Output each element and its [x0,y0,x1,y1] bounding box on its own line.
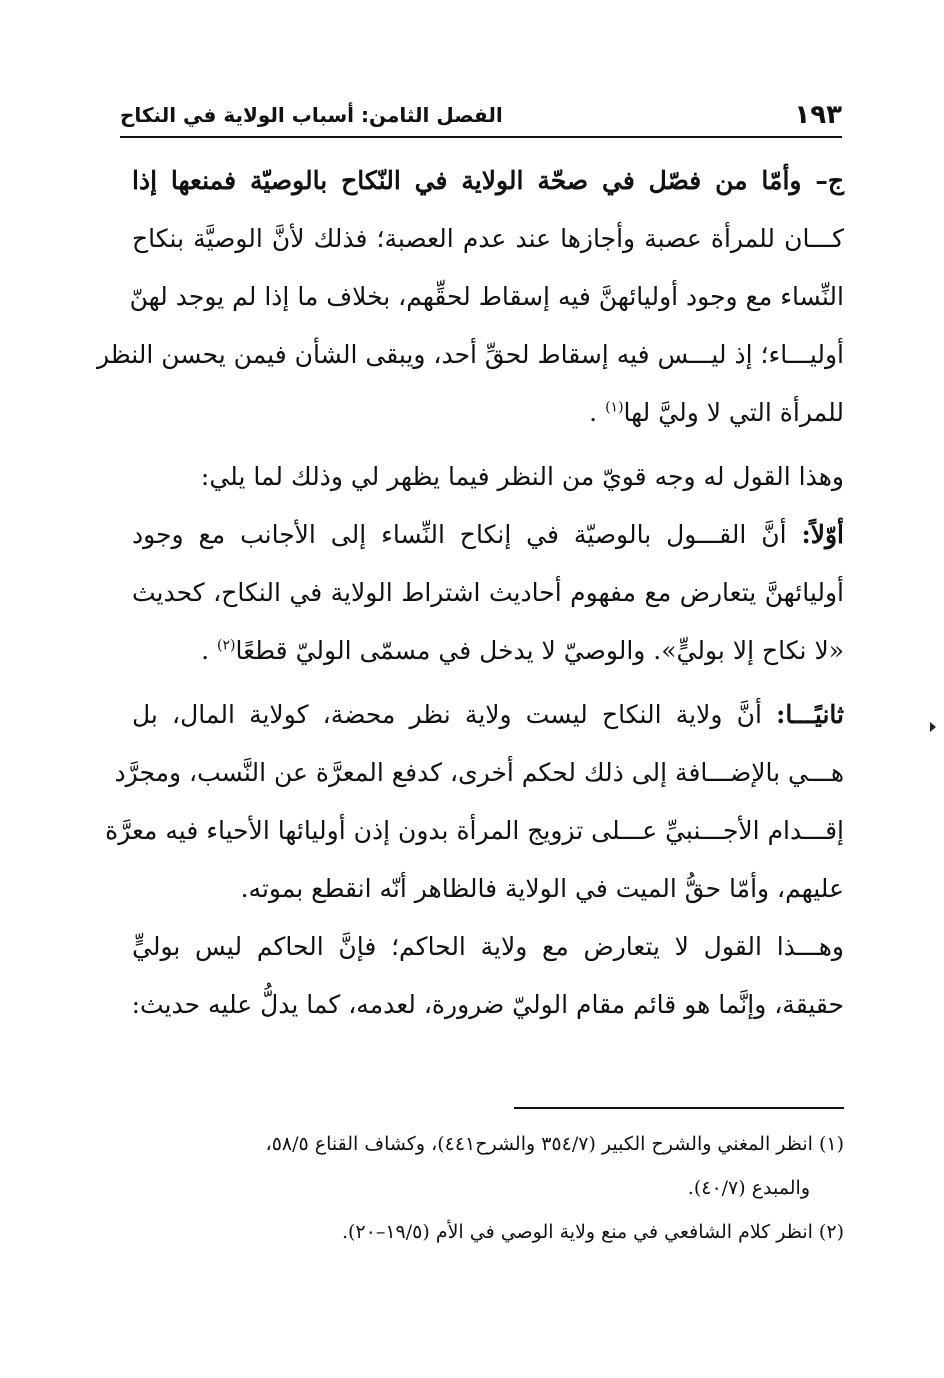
text-line: ج– وأمّا من فصّل في صحّة الولاية في النّكاح بالوصيّة فمنعها إذا [132,166,844,195]
text-line: أوليـــاء؛ إذ ليـــس فيه إسقاط لحقِّ أحد، ويبقى الشأن فيمن يحسن النظر [96,340,844,369]
text-line: كـــان للمرأة عصبة وأجازها عند عدم العصبة؛ فذلك لأنَّ الوصيَّة بنكاح [132,224,844,253]
running-header [120,98,842,134]
point-label-first: أوّلاً: [801,520,845,549]
text-line: هـــي بالإضـــافة إلى ذلك لحكم أخرى، كدفع المعرَّة عن النَّسب، ومجرَّد [114,758,844,787]
text-line: إقـــدام الأجـــنبيِّ عـــلى تزويج المرأة بدون إذن أوليائها الأحياء فيه معرَّة [105,816,844,845]
text-line: أوليائهنَّ يتعارض مع مفهوم أحاديث اشتراط الولاية في النكاح، كحديث [132,578,844,607]
footnote-1-continued: والمبدع (٤٠/٧). [687,1177,810,1199]
header-rule [120,136,842,138]
text-line [132,622,844,680]
period-mark: . [201,636,218,665]
footnote-rule [514,1107,844,1109]
footnotes [150,1122,844,1254]
text-line-content: «لا نكاح إلا بوليٍّ». والوصيّ لا يدخل في مسمّى الوليّ قطعًا [235,636,844,665]
text-line-content: للمرأة التي لا وليَّ لها [623,398,844,427]
text-line: عليهم، وأمّا حقُّ الميت في الولاية فالظاهر أنّه انقطع بموته. [240,874,844,903]
period-mark: . [589,398,606,427]
text-line-content: أنَّ القـــول بالوصيّة في إنكاح النِّساء إلى الأجانب مع وجود [132,520,787,549]
footnote-ref-2: (٢) [217,637,236,654]
footnote-1: (١) انظر المغني والشرح الكبير (٣٥٤/٧ والشرح٤٤١)، وكشاف القناع ٥٨/٥، [265,1133,844,1155]
text-line: وهـــذا القول لا يتعارض مع ولاية الحاكم؛ فإنَّ الحاكم ليس بوليٍّ [132,932,844,961]
text-line-content: أنَّ ولاية النكاح ليست ولاية نظر محضة، كولاية المال، بل [132,700,762,729]
footnote-ref-1: (١) [605,399,624,416]
text-line: وهذا القول له وجه قويّ من النظر فيما يظهر لي وذلك لما يلي: [200,462,844,491]
text-line [132,384,844,442]
text-line [132,506,844,564]
chapter-title: الفصل الثامن: أسباب الولاية في النكاح [120,103,503,127]
body-text [96,152,845,1034]
page-number: ١٩٣ [794,100,842,130]
point-label-second: ثانيًـــا: [776,700,844,729]
text-line: النِّساء مع وجود أوليائهنَّ فيه إسقاط لحقِّهم، بخلاف ما إذا لم يوجد لهنّ [129,282,844,311]
text-line: حقيقة، وإنَّما هو قائم مقام الوليّ ضرورة، لعدمه، كما يدلُّ عليه حديث: [131,990,844,1019]
text-line [132,686,844,744]
footnote-2: (٢) انظر كلام الشافعي في منع ولاية الوصي في الأم (١٩/٥–٢٠). [341,1221,844,1243]
margin-arrow-icon [930,722,936,732]
